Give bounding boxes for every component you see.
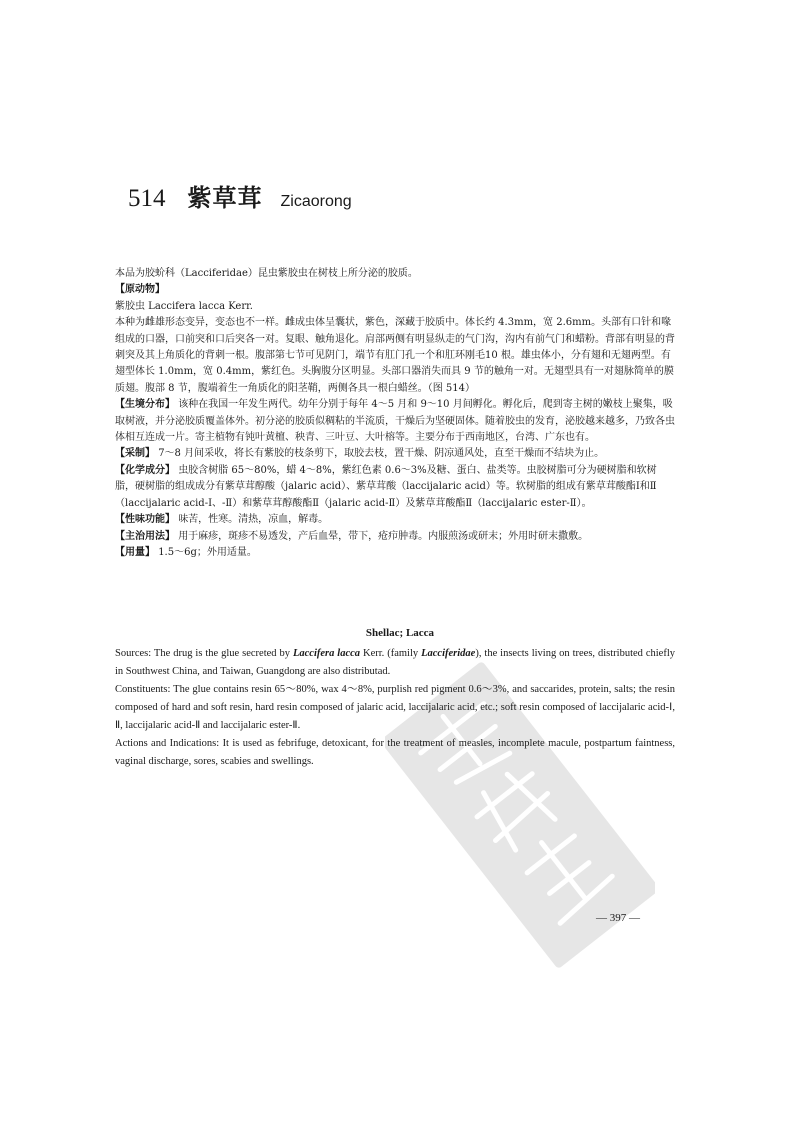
- section-label: 【生境分布】: [115, 399, 175, 411]
- english-title: Shellac; Lacca: [365, 627, 435, 639]
- page-header: [128, 178, 352, 213]
- usage-section: [115, 529, 675, 545]
- english-actions: Actions and Indications: It is used as febrifuge, detoxicant, for the treatment of measles, incomplete macule, postpartum faintness, vaginal discharge, sores, scabies and swellings.: [115, 738, 675, 767]
- section-text: 虫胶含树脂 65～80%，蜡 4～8%，紫红色素 0.6～3%及糖、蛋白、盐类等。虫胶树脂可分为硬树脂和软树脂，硬树脂的组成成分有紫草茸醇酸（jalaric acid）、紫草茸酸（laccijalaric acid）等。软树脂的组成有紫草茸酸酯Ⅰ和Ⅱ（laccijalaric acid-Ⅰ、-Ⅱ）和紫草茸醇酸酯Ⅱ（jalaric acid-Ⅱ）及紫草茸酸酯Ⅱ（laccijalaric ester-Ⅱ）。: [115, 464, 657, 509]
- english-constituents: Constituents: The glue contains resin 65～80%, wax 4～8%, purplish red pigment 0.6～3%, and saccarides, protein, salts; the resin composed of hard and soft resin, hard resin composed of jalaric acid, laccijalaric acid, etc.; soft resin composed of laccijalaric acid-Ⅰ, Ⅱ, laccijalaric acid-Ⅱ and laccijalaric ester-Ⅱ.: [115, 684, 675, 731]
- collection-section: [115, 446, 675, 462]
- animal-description: 本种为雌雄形态变异，变态也不一样。雌成虫体呈囊状，紫色，深藏于胶质中。体长约 4.3mm，宽 2.6mm。头部有口针和喙组成的口器，口前突和口后突各一对。复眼、触角退化。肩部两侧有明显纵走的气门沟，沟内有前气门和蜡粉。背部有明显的背刺突及其上角质化的背刺一根。腹部第七节可见阴门，端节有肛门孔一个和肛环刚毛10 根。雄虫体小，分有翅和无翅两型。有翅型体长 1.0mm，宽 0.4mm，紫红色。头胸腹分区明显。头部口器消失而具 9 节的触角一对。无翅型具有一对翅脉简单的膜质翅。腹部 8 节，腹端着生一角质化的阳茎鞘，两侧各具一根白蜡丝。（图 514）: [115, 317, 675, 394]
- animal-section-heading: [115, 282, 675, 298]
- sources-text: : The drug is the glue secreted by: [148, 648, 293, 659]
- section-label: 【用量】: [115, 546, 155, 558]
- section-label: 【性味功能】: [115, 514, 175, 526]
- sources-text: ), the insects living on trees, distributed chiefly in Southwest China, and Taiwan, Guangdong are also distributad.: [115, 648, 676, 677]
- english-body: [115, 645, 675, 771]
- section-label: 【原动物】: [115, 284, 165, 296]
- family-name: Lacciferidae: [421, 648, 476, 659]
- entry-pinyin: Zicaorong: [280, 193, 352, 210]
- section-text: 该种在我国一年发生两代。幼年分别于每年 4～5 月和 9～10 月间孵化。孵化后，爬到寄主树的嫩枝上聚集，吸取树液，并分泌胶质覆盖体外。初分泌的胶质似稠粘的半流质，干燥后为坚硬固体。随着胶虫的发育，泌胶越来越多，乃致各虫体相互连成一片。寄主植物有钝叶黄檀、秧青、三叶豆、大叶榕等。主要分布于西南地区，台湾、广东也有。: [115, 399, 675, 444]
- property-section: [115, 512, 675, 528]
- species-name: Laccifera lacca: [292, 648, 361, 659]
- distribution-section: [115, 397, 675, 446]
- entry-title: 紫草茸: [187, 184, 263, 212]
- english-sources: [115, 645, 675, 681]
- sources-text: Kerr. (family: [360, 648, 422, 659]
- chemistry-section: [115, 463, 675, 512]
- section-text: 味苦，性寒。清热，凉血，解毒。: [178, 514, 329, 526]
- animal-name-line: 紫胶虫 Laccifera lacca Kerr.: [115, 300, 253, 312]
- section-label: 【采制】: [115, 448, 155, 460]
- entry-number: 514: [128, 185, 166, 212]
- chinese-body: [115, 266, 675, 561]
- intro-text: 本品为胶蚧科（Lacciferidae）昆虫紫胶虫在树枝上所分泌的胶质。: [115, 268, 418, 279]
- section-text: 1.5～6g；外用适量。: [158, 546, 257, 558]
- dosage-section: [115, 545, 675, 561]
- sources-label: Sources: [115, 648, 149, 659]
- section-label: 【化学成分】: [115, 464, 175, 476]
- section-text: 用于麻疹，斑疹不易透发，产后血晕，带下，疮疖肿毒。内服煎汤或研末；外用时研末撒敷。: [178, 530, 589, 542]
- page-number: — 397 —: [596, 912, 640, 924]
- section-text: 7～8 月间采收，将长有紫胶的枝条剪下，取胶去枝，置干燥、阴凉通风处，直至干燥而不结块为止。: [158, 448, 605, 460]
- section-label: 【主治用法】: [115, 530, 175, 542]
